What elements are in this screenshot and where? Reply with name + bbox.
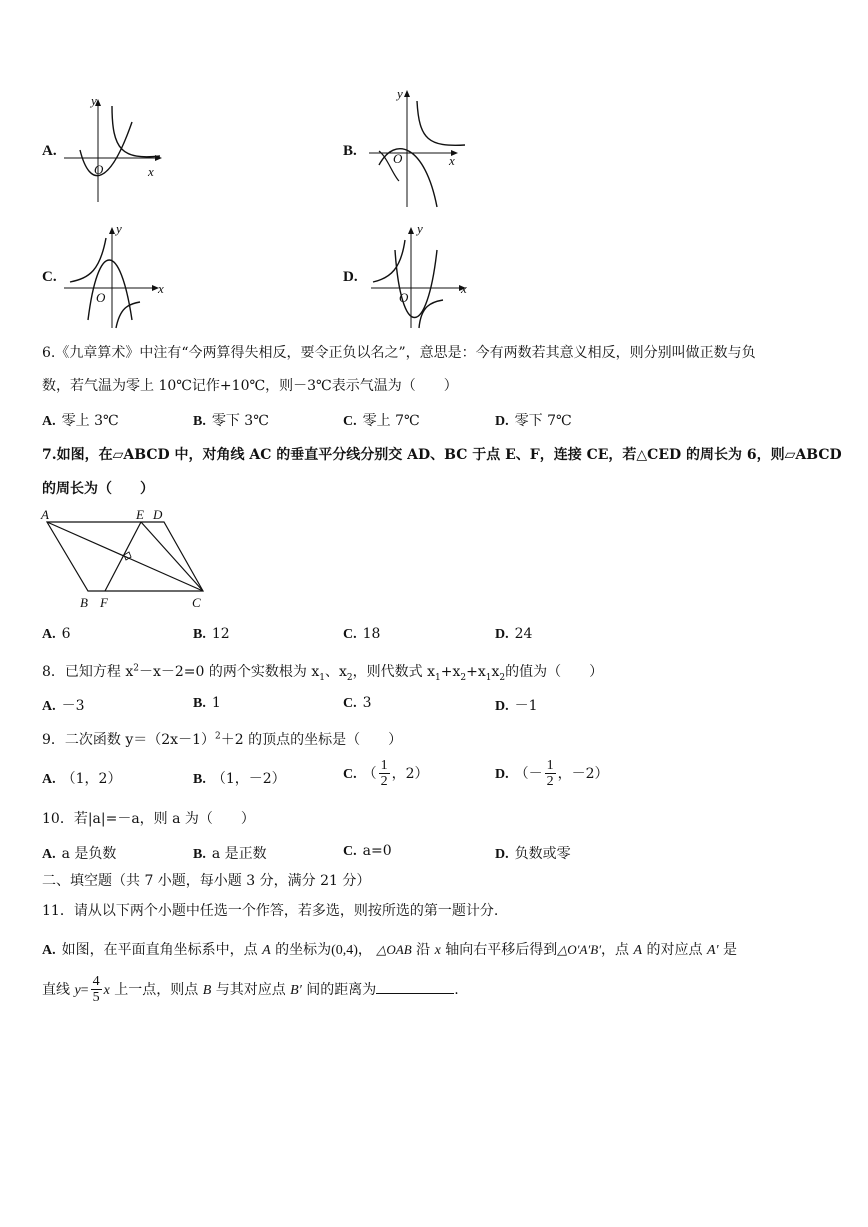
q6-stem-line2: 数，若气温为零上 10℃记作+10℃，则－3℃表示气温为（ ） [42, 378, 458, 394]
q6-option-a[interactable]: A. 零上 3℃ [42, 413, 119, 429]
q5-graph-d [365, 220, 475, 330]
q11-fraction: $\frac{4}{5}$ [92, 974, 100, 1006]
q7-point-b: B [80, 595, 88, 610]
q6-option-b[interactable]: B. 零下 3℃ [193, 413, 269, 429]
q7-stem-line2: 的周长为（ ） [42, 481, 154, 497]
q7-parallelogram-figure [38, 506, 218, 610]
q8-option-d[interactable]: D. －1 [495, 698, 538, 714]
q5-d-x-label: x [461, 281, 467, 296]
q7-option-c[interactable]: C. 18 [343, 626, 381, 642]
q7-point-c: C [192, 595, 201, 610]
q7-stem-line1: 7.如图，在▱ABCD 中，对角线 AC 的垂直平分线分别交 AD、BC 于点 E、F，连接 CE，若△CED 的周长为 6，则▱ABCD [42, 447, 842, 463]
q5-b-origin-label: O [393, 151, 403, 166]
q8-option-a[interactable]: A. －3 [42, 698, 85, 714]
q9-c-fraction: $\frac{1}{2}$ [380, 758, 388, 790]
q9-stem: 9．二次函数 $y=(2x-1)^2+2$ 的顶点的坐标是（ ） [42, 731, 403, 748]
q5-graph-c [60, 220, 170, 330]
q10-option-b[interactable]: B. a 是正数 [193, 846, 267, 862]
q11-part-a-line1: A. 如图，在平面直角坐标系中，点 A 的坐标为(0,4)， △OAB 沿 x 轴向右平移后得到△O′A′B′，点 A 的对应点 A′ 是 [42, 942, 738, 958]
q9-d-fraction: $\frac{1}{2}$ [546, 758, 554, 790]
q5-c-y-label: y [116, 221, 122, 236]
q9-option-b[interactable]: B. （1，－2） [193, 771, 286, 787]
q7-option-d[interactable]: D. 24 [495, 626, 533, 642]
q7-point-f: F [100, 595, 108, 610]
q10-option-d[interactable]: D. 负数或零 [495, 846, 571, 862]
q10-stem: 10．若|a|=－a，则 a 为（ ） [42, 811, 255, 827]
q5-option-c-label: C. [42, 269, 57, 285]
q6-stem-line1: 6.《九章算术》中注有“今两算得失相反，要令正负以名之”，意思是：今有两数若其意义相反，则分别叫做正数与负 [42, 345, 756, 361]
q5-c-origin-label: O [96, 290, 106, 305]
q9-option-d[interactable]: D. （－ $\frac{1}{2}$ ，－2） [495, 758, 609, 790]
q7-point-a: A [41, 507, 49, 522]
q5-graph-a [60, 90, 170, 205]
q5-d-origin-label: O [399, 290, 409, 305]
q5-a-origin-label: O [94, 162, 104, 177]
q11-intro: 11．请从以下两个小题中任选一个作答，若多选，则按所选的第一题计分. [42, 903, 499, 919]
q8-option-c[interactable]: C. 3 [343, 695, 372, 711]
q9-option-a[interactable]: A. （1，2） [42, 771, 122, 787]
q9-option-c[interactable]: C. （ $\frac{1}{2}$ ，2） [343, 758, 429, 790]
q7-option-b[interactable]: B. 12 [193, 626, 230, 642]
q8-option-b[interactable]: B. 1 [193, 695, 221, 711]
q5-b-y-label: y [397, 86, 403, 101]
answer-blank[interactable] [376, 981, 454, 994]
q5-option-d-label: D. [343, 269, 358, 285]
q6-option-d[interactable]: D. 零下 7℃ [495, 413, 572, 429]
q5-a-y-label: y [91, 93, 97, 108]
section-heading: 二、填空题（共 7 小题，每小题 3 分，满分 21 分） [42, 873, 371, 889]
q6-option-c[interactable]: C. 零上 7℃ [343, 413, 420, 429]
q5-graph-b [365, 85, 470, 210]
q7-point-d: D [153, 507, 163, 522]
q8-stem: 8．已知方程 $x^2-x-2=0$ 的两个实数根为 $x_1$、$x_2$，则代数式 $x_1+x_2+x_1x_2$的值为（ ） [42, 663, 604, 683]
q5-option-a-label: A. [42, 143, 57, 159]
q5-b-x-label: x [449, 153, 455, 168]
q11-part-a-line2: 直线 y= $\frac{4}{5}$ x 上一点，则点 B 与其对应点 B′ 间的距离为 . [42, 974, 459, 1006]
q5-option-b-label: B. [343, 143, 357, 159]
q10-option-a[interactable]: A. a 是负数 [42, 846, 117, 862]
q5-d-y-label: y [417, 221, 423, 236]
q10-option-c[interactable]: C. a=0 [343, 843, 392, 859]
q7-option-a[interactable]: A. 6 [42, 626, 71, 642]
q7-point-e: E [136, 507, 144, 522]
q5-c-x-label: x [158, 281, 164, 296]
q5-a-x-label: x [148, 164, 154, 179]
